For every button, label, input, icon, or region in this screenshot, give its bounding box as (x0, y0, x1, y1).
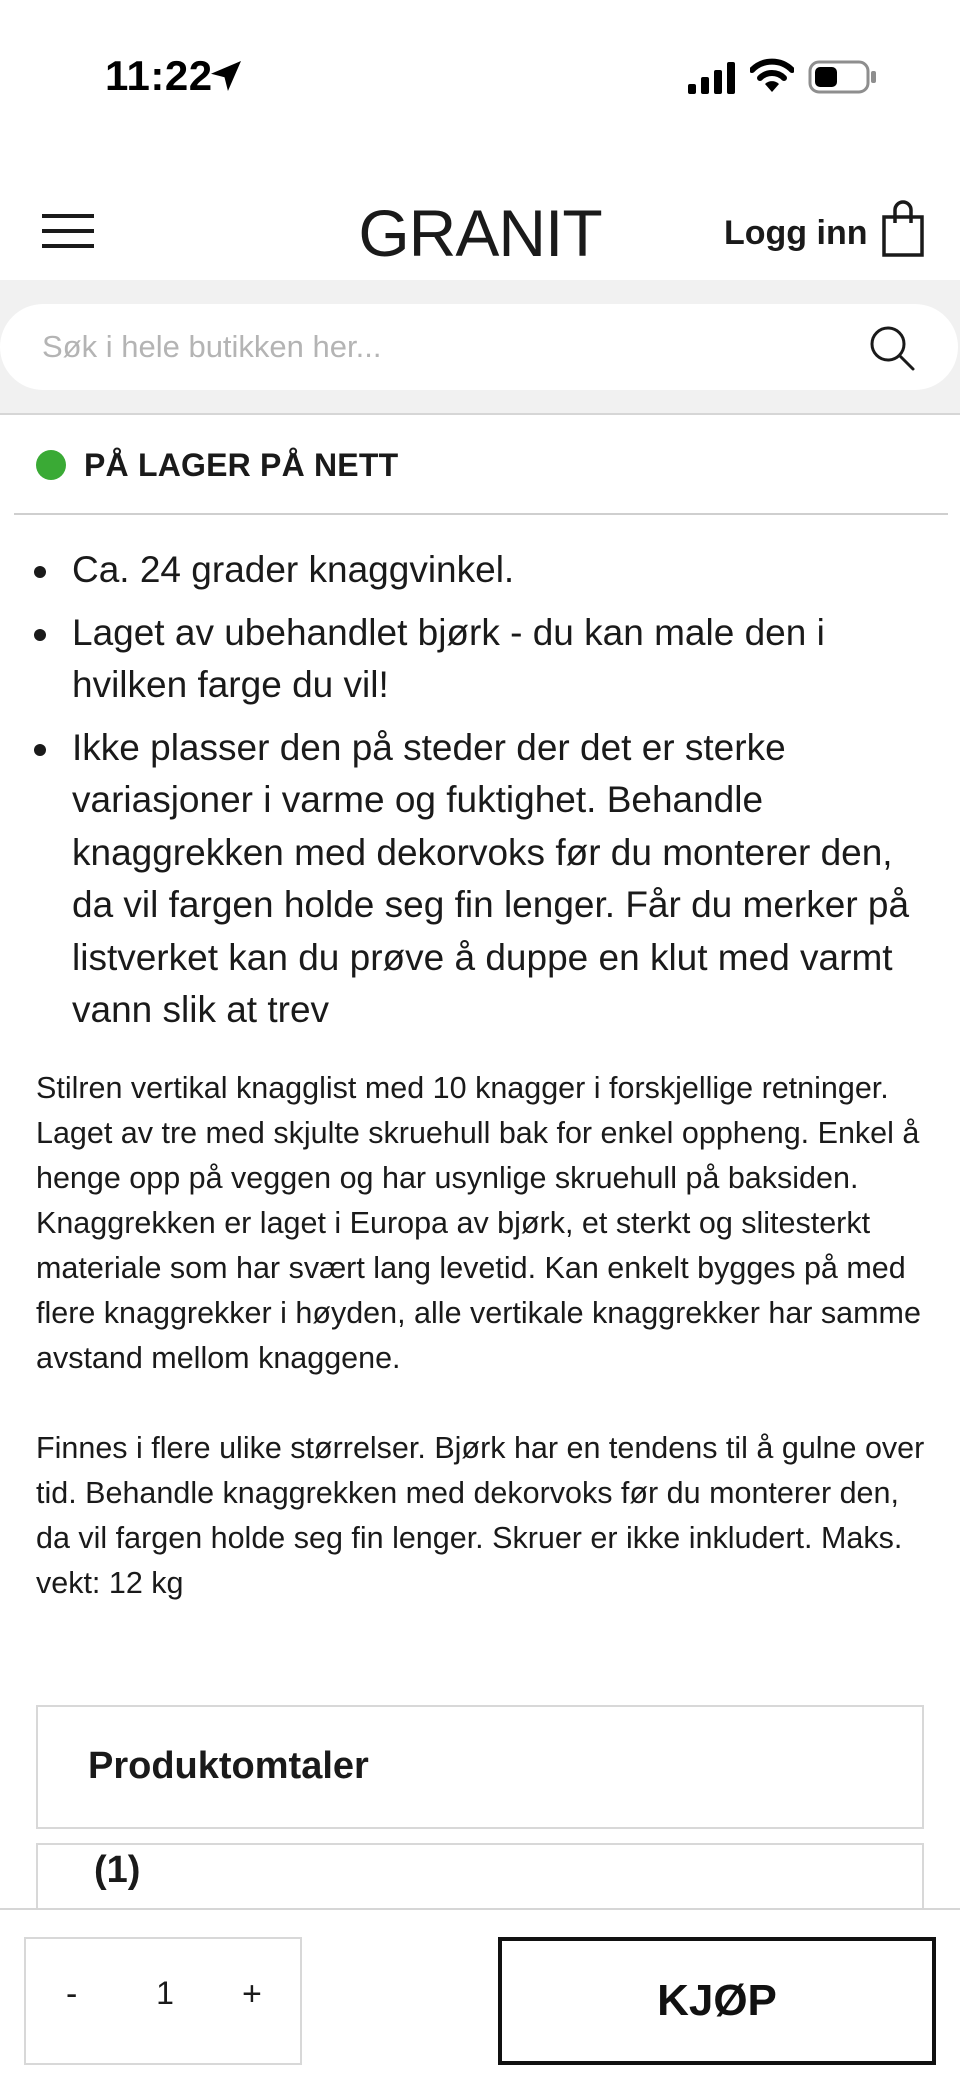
description-paragraph: Finnes i flere ulike størrelser. Bjørk har en tendens til å gulne over tid. Behandle knaggrekken med dekorvoks før du monterer den, da vil fargen holde seg fin lenger. Skruer er ikke inkludert. Maks. vekt: 12 kg (36, 1431, 925, 1600)
location-arrow-icon (208, 58, 244, 94)
quantity-stepper (24, 1937, 302, 2065)
reviews-toggle[interactable] (36, 1705, 924, 1829)
buy-button[interactable]: KJØP (498, 1937, 936, 2065)
feature-list (72, 544, 932, 1047)
brand-logo: GRANIT (358, 196, 602, 270)
purchase-bar (0, 1908, 960, 2087)
login-link[interactable]: Logg inn (724, 214, 868, 252)
quantity-decrease-button[interactable]: - (66, 1975, 78, 2013)
stock-status (36, 440, 398, 490)
reviews-title: Produktomtaler (88, 1745, 369, 1787)
brand-home-link[interactable] (370, 195, 610, 270)
description-paragraph: Stilren vertikal knagglist med 10 knagger i forskjellige retninger. Laget av tre med skjulte skruehull bak for enkel oppheng. Enkel å henge opp på veggen og har usynlige skruehull på baksiden. Knaggrekken er laget i Europa av bjørk, et sterkt og slitesterkt materiale som har svært lang levetid. Kan enkelt bygges på med flere knaggrekker i høyden, alle vertikale knaggrekker har samme avstand mellom knaggene. (36, 1071, 921, 1375)
status-time: 11:22 (105, 52, 213, 99)
search-box (0, 304, 958, 390)
wifi-icon (750, 58, 794, 94)
quantity-value[interactable]: 1 (156, 1975, 174, 2011)
hamburger-menu-icon[interactable] (40, 206, 96, 256)
reviews-count: (1) (94, 1849, 141, 1891)
stock-status-label: PÅ LAGER PÅ NETT (84, 446, 399, 483)
feature-item: Ikke plasser den på steder der det er sterke variasjoner i varme og fuktighet. Behandle knaggrekken med dekorvoks før du monterer den, da vil fargen holde seg fin lenger. Får du merker på listverket kan du prøve å duppe en klut med varmt vann slik at trev (72, 722, 932, 1037)
cellular-signal-icon (688, 62, 736, 94)
product-description (36, 1066, 926, 1651)
battery-icon (808, 60, 878, 94)
status-bar (0, 0, 960, 150)
feature-item: Ca. 24 grader knaggvinkel. (72, 544, 932, 597)
search-icon[interactable] (868, 324, 916, 372)
quantity-increase-button[interactable]: + (242, 1975, 262, 2013)
search-bar (0, 280, 960, 415)
in-stock-dot-icon (36, 450, 66, 480)
divider (14, 513, 948, 515)
shopping-bag-icon[interactable] (880, 200, 926, 258)
feature-item: Laget av ubehandlet bjørk - du kan male den i hvilken farge du vil! (72, 607, 932, 712)
search-input[interactable] (42, 304, 842, 390)
